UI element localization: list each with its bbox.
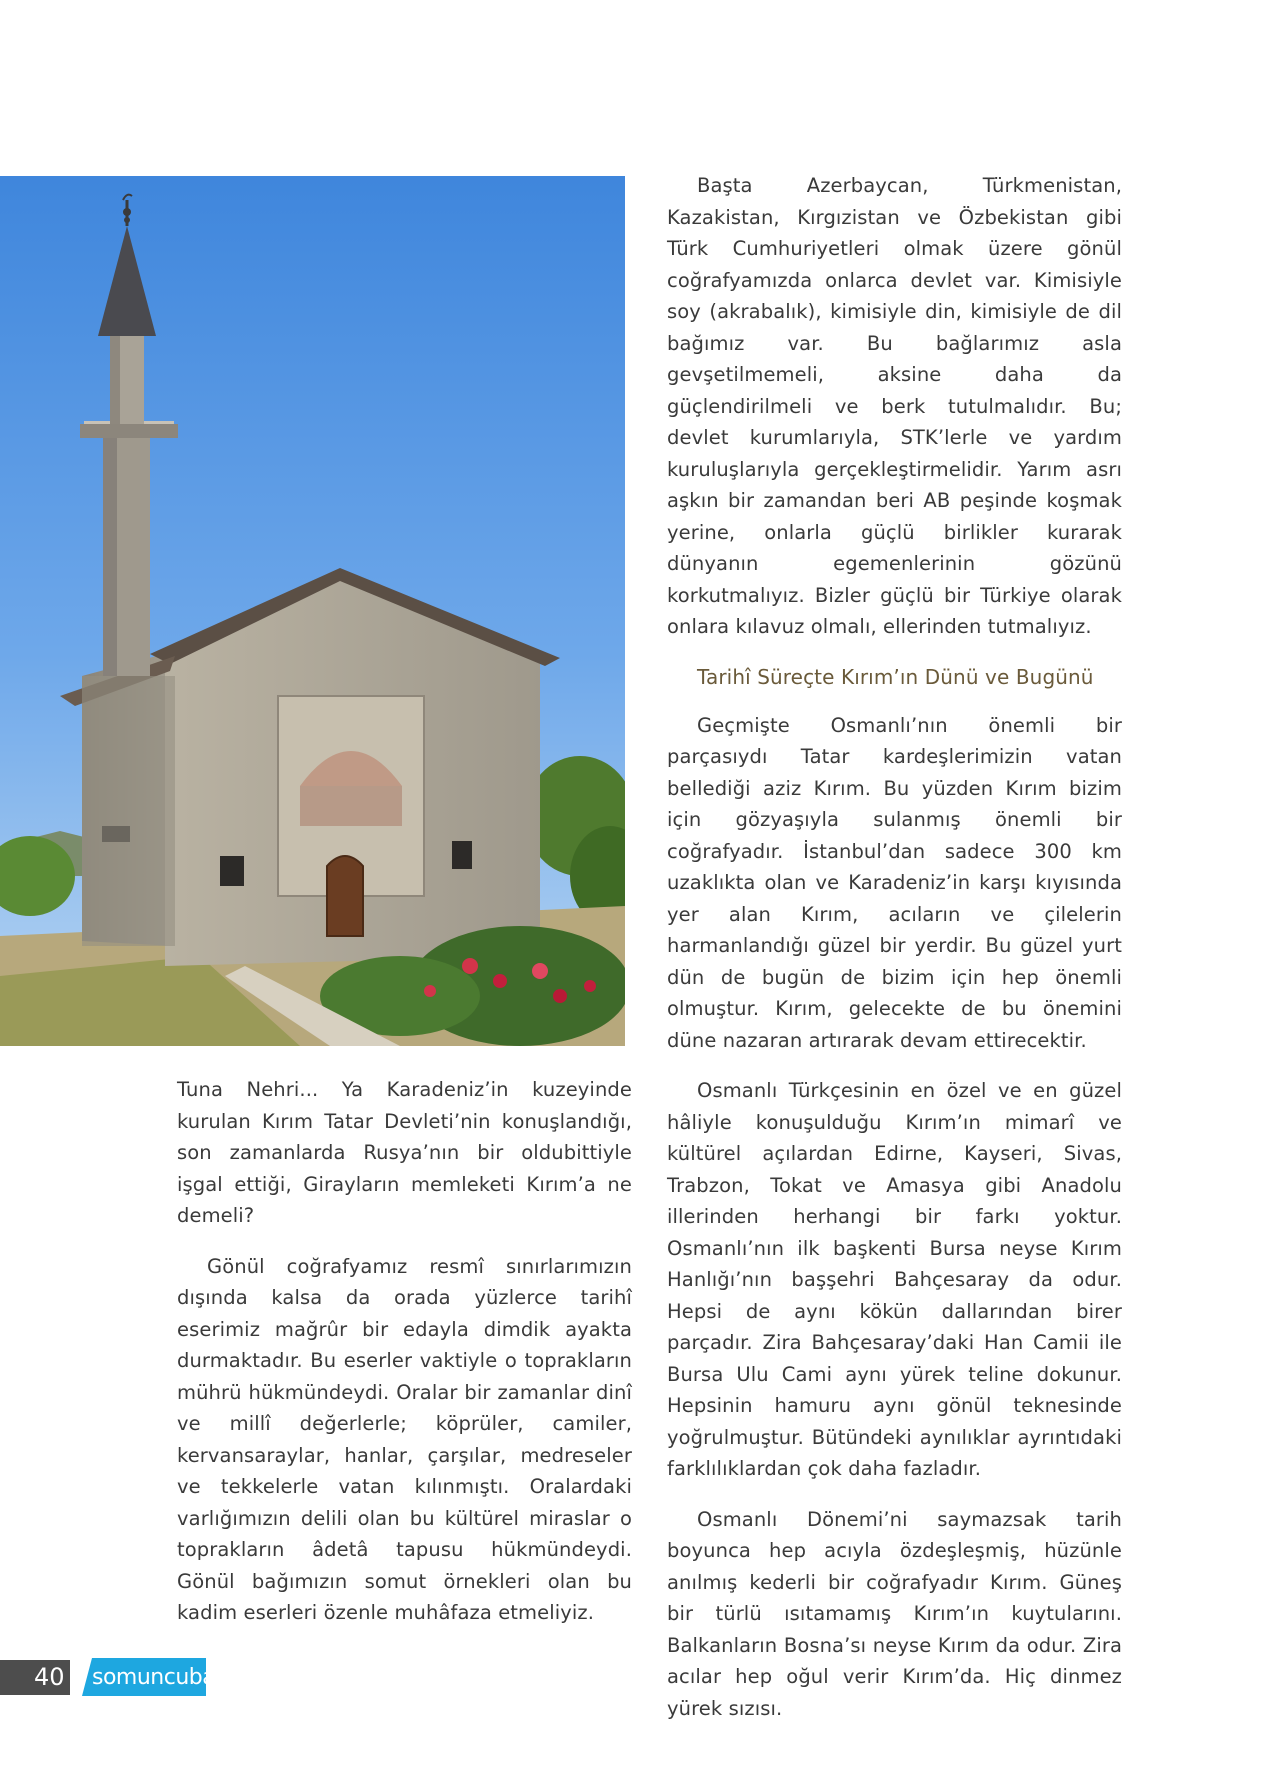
section-heading: Tarihî Süreçte Kırım’ın Dünü ve Bugünü [697, 664, 1094, 689]
left-text-column [177, 1074, 632, 1648]
paragraph: Osmanlı Dönemi’ni saymazsak tarih boyunca hep acıyla özdeşleşmiş, hüzünle anılmış kederli bir coğrafyadır Kırım. Güneş bir türlü ısıtamamış Kırım’ın kuytularını. Balkanların Bosna’sı neyse Kırım da odur. Zira acılar hep oğul verir Kırım’da. Hiç dinmez yürek sızısı. [667, 1507, 1122, 1720]
paragraph: Osmanlı Türkçesinin en özel ve en güzel hâliyle konuşulduğu Kırım’ın mimarî ve kültürel açılardan Edirne, Kayseri, Sivas, Trabzon, Tokat ve Amasya gibi Anadolu illerinden herhangi bir farkı yoktur. Osmanlı’nın ilk başkenti Bursa neyse Kırım Hanlığı’nın başşehri Bahçesaray da odur. Hepsi de aynı kökün dallarından birer parçadır. Zira Bahçesaray’daki Han Camii ile Bursa Ulu Cami aynı yürek teline dokunur. Hepsinin hamuru aynı gönül teknesinde yoğrulmuştur. Bütündeki aynılıklar ayrıntıdaki farklılıklardan çok daha fazladır. [667, 1079, 1122, 1480]
right-text-column [667, 170, 1122, 1743]
paragraph: Tuna Nehri... Ya Karadeniz’in kuzeyinde kurulan Kırım Tatar Devleti’nin konuşlandığı, son zamanlarda Rusya’nın bir oldubittiyle işgal ettiği, Girayların memleketi Kırım’a ne demeli? [177, 1078, 632, 1227]
brand-logo-text: somuncubaba [92, 1665, 242, 1690]
paragraph: Gönül coğrafyamız resmî sınırlarımızın dışında kalsa da orada yüzlerce tarihî eserimiz mağrûr bir edayla dimdik ayakta durmaktadır. Bu eserler vaktiyle o toprakların mührü hükmündeydi. Oralar bir zamanlar dinî ve millî değerlerle; köprüler, camiler, kervansaraylar, hanlar, çarşılar, medreseler ve tekkelerle vatan kılınmıştı. Oralardaki varlığımızın delili olan bu kültürel miraslar o toprakların âdetâ tapusu hükmündeydi. Gönül bağımızın somut örnekleri olan bu kadim eserleri özenle muhâfaza etmeliyiz. [177, 1254, 632, 1624]
paragraph: Geçmişte Osmanlı’nın önemli bir parçasıydı Tatar kardeşlerimizin vatan bellediği aziz Kırım. Bu yüzden Kırım bizim için gözyaşıyla sulanmış önemli bir coğrafyadır. İstanbul’dan sadece 300 km uzaklıkta olan ve Karadeniz’in karşı kıyısında yer alan Kırım, acıların ve çilelerin harmanlandığı güzel bir yerdir. Bu güzel yurt dün de bugün de bizim için hep önemli olmuştur. Kırım, gelecekte de bu önemini düne nazaran artırarak devam ettirecektir. [667, 713, 1122, 1052]
mosque-photo [0, 176, 625, 1046]
intro-paragraph: Başta Azerbaycan, Türkmenistan, Kazakistan, Kırgızistan ve Özbekistan gibi Türk Cumhuriyetleri olmak üzere gönül coğrafyamızda onlarca devlet var. Kimisiyle soy (akrabalık), kimisiyle din, kimisiyle de dil bağımız var. Bu bağlarımız asla gevşetilmemeli, aksine daha da güçlendirilmeli ve berk tutulmalıdır. Bu; devlet kurumlarıyla, STK’lerle ve yardım kuruluşlarıyla gerçekleştirmelidir. Yarım asrı aşkın bir zamandan beri AB peşinde koşmak yerine, onlarla güçlü birlikler kurarak dünyanın egemenlerinin gözünü korkutmalıyız. Bizler güçlü bir Türkiye olarak onlara kılavuz olmalı, ellerinden tutmalıyız. [667, 174, 1122, 638]
page-number: 40 [34, 1663, 65, 1691]
